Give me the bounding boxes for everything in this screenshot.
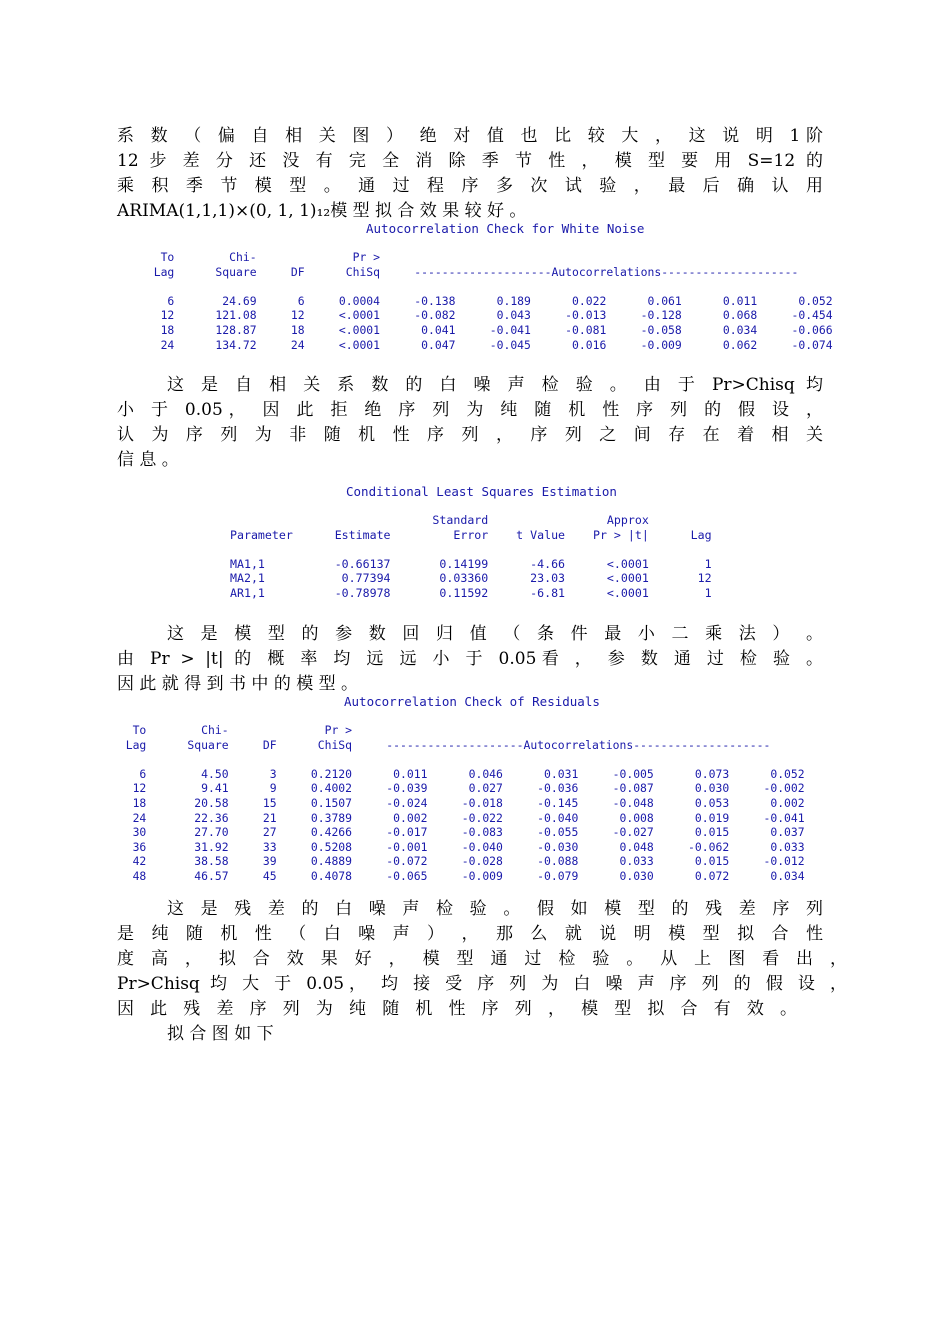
text-line: 因 此 就 得 到 书 中 的 模 型 。: [117, 674, 359, 694]
text-line: 是 纯 随 机 性 （ 白 噪 声 ） ， 那 么 就 说 明 模 型 拟 合 性: [117, 924, 823, 944]
text-line: 认 为 序 列 为 非 随 机 性 序 列 ， 序 列 之 间 存 在 着 相 关: [117, 425, 823, 445]
text-line: 由 Pr > |t| 的 概 率 均 远 远 小 于 0.05看 ， 参 数 通 过 检 验 。: [117, 649, 823, 669]
text-line: 这 是 自 相 关 系 数 的 白 噪 声 检 验 。 由 于 Pr>Chisq 均: [167, 375, 823, 395]
text-line: 信 息 。: [117, 450, 179, 470]
paragraph-model-selection: [117, 124, 823, 224]
cls-estimation-table: Standard Approx Parameter Estimate Error t Value Pr > |t| Lag MA1,1 -0.66137 0.14199 -4.66 <.0001 1 MA2,1 0.77394 0.03360 23.03 <.0001 12 AR1,1 -0.78978 0.11592 -6.81 <.0001 1: [230, 513, 712, 600]
paragraph-white-noise-explanation: [117, 373, 823, 473]
text-line: 系 数 （ 偏 自 相 关 图 ） 绝 对 值 也 比 较 大 ， 这 说 明 1阶: [117, 126, 823, 146]
text-line: 度 高 ， 拟 合 效 果 好 ， 模 型 通 过 检 验 。 从 上 图 看 出 ，: [117, 949, 847, 969]
text-line: 小 于 0.05， 因 此 拒 绝 序 列 为 纯 随 机 性 序 列 的 假 设 ，: [117, 400, 823, 420]
text-line: Pr>Chisq 均 大 于 0.05， 均 接 受 序 列 为 白 噪 声 序 列 的 假 设 ，: [117, 974, 847, 994]
text-line: 乘 积 季 节 模 型 。 通 过 程 序 多 次 试 验 ， 最 后 确 认 用: [117, 176, 823, 196]
cls-estimation-title: Conditional Least Squares Estimation: [346, 484, 617, 499]
white-noise-table: To Chi- Pr > Lag Square DF ChiSq --------------------Autocorrelations-------------------- 6 24.69 6 0.0004 -0.138 0.189 0.022 0.061 0.011 0.052 12 121.08 12 <.0001 -0.082 0.043 -0.013 -0.128 0.068 -0.454 18 128.87 18 <.0001 0.041 -0.041 -0.081 -0.058 0.034 -0.066 24 134.72 24 <.0001 0.047 -0.045 0.016 -0.009 0.062 -0.074: [153, 250, 833, 352]
text-line: 因 此 残 差 序 列 为 纯 随 机 性 序 列 ， 模 型 拟 合 有 效 。: [117, 999, 797, 1019]
paragraph-residual-explanation: [117, 897, 847, 1047]
text-line: ARIMA(1,1,1)×(0, 1, 1)₁₂模 型 拟 合 效 果 较 好 。: [117, 201, 527, 221]
text-line: 这 是 模 型 的 参 数 回 归 值 （ 条 件 最 小 二 乘 法 ） 。: [167, 624, 823, 644]
residuals-table-title: Autocorrelation Check of Residuals: [344, 694, 600, 709]
text-line: 拟 合 图 如 下: [167, 1024, 274, 1044]
text-line: 12 步 差 分 还 没 有 完 全 消 除 季 节 性 ， 模 型 要 用 S=12 的: [117, 151, 823, 171]
text-line: 这 是 残 差 的 白 噪 声 检 验 。 假 如 模 型 的 残 差 序 列: [167, 899, 823, 919]
paragraph-parameter-explanation: [117, 622, 823, 697]
white-noise-table-title: Autocorrelation Check for White Noise: [366, 221, 645, 236]
residuals-table: To Chi- Pr > Lag Square DF ChiSq --------------------Autocorrelations-------------------- 6 4.50 3 0.2120 0.011 0.046 0.031 -0.005 0.073 0.052 12 9.41 9 0.4002 -0.039 0.027 -0.036 -0.087 0.030 -0.002 18 20.58 15 0.1507 -0.024 -0.018 -0.145 -0.048 0.053 0.002 24 22.36 21 0.3789 0.002 -0.022 -0.040 0.008 0.019 -0.041 30 27.70 27 0.4266 -0.017 -0.083 -0.055 -0.027 0.015 0.037 36 31.92 33 0.5208 -0.001 -0.040 -0.030 0.048 -0.062 0.033 42 38.58 39 0.4889 -0.072 -0.028 -0.088 0.033 0.015 -0.012 48 46.57 45 0.4078 -0.065 -0.009 -0.079 0.030 0.072 0.034: [125, 723, 805, 883]
